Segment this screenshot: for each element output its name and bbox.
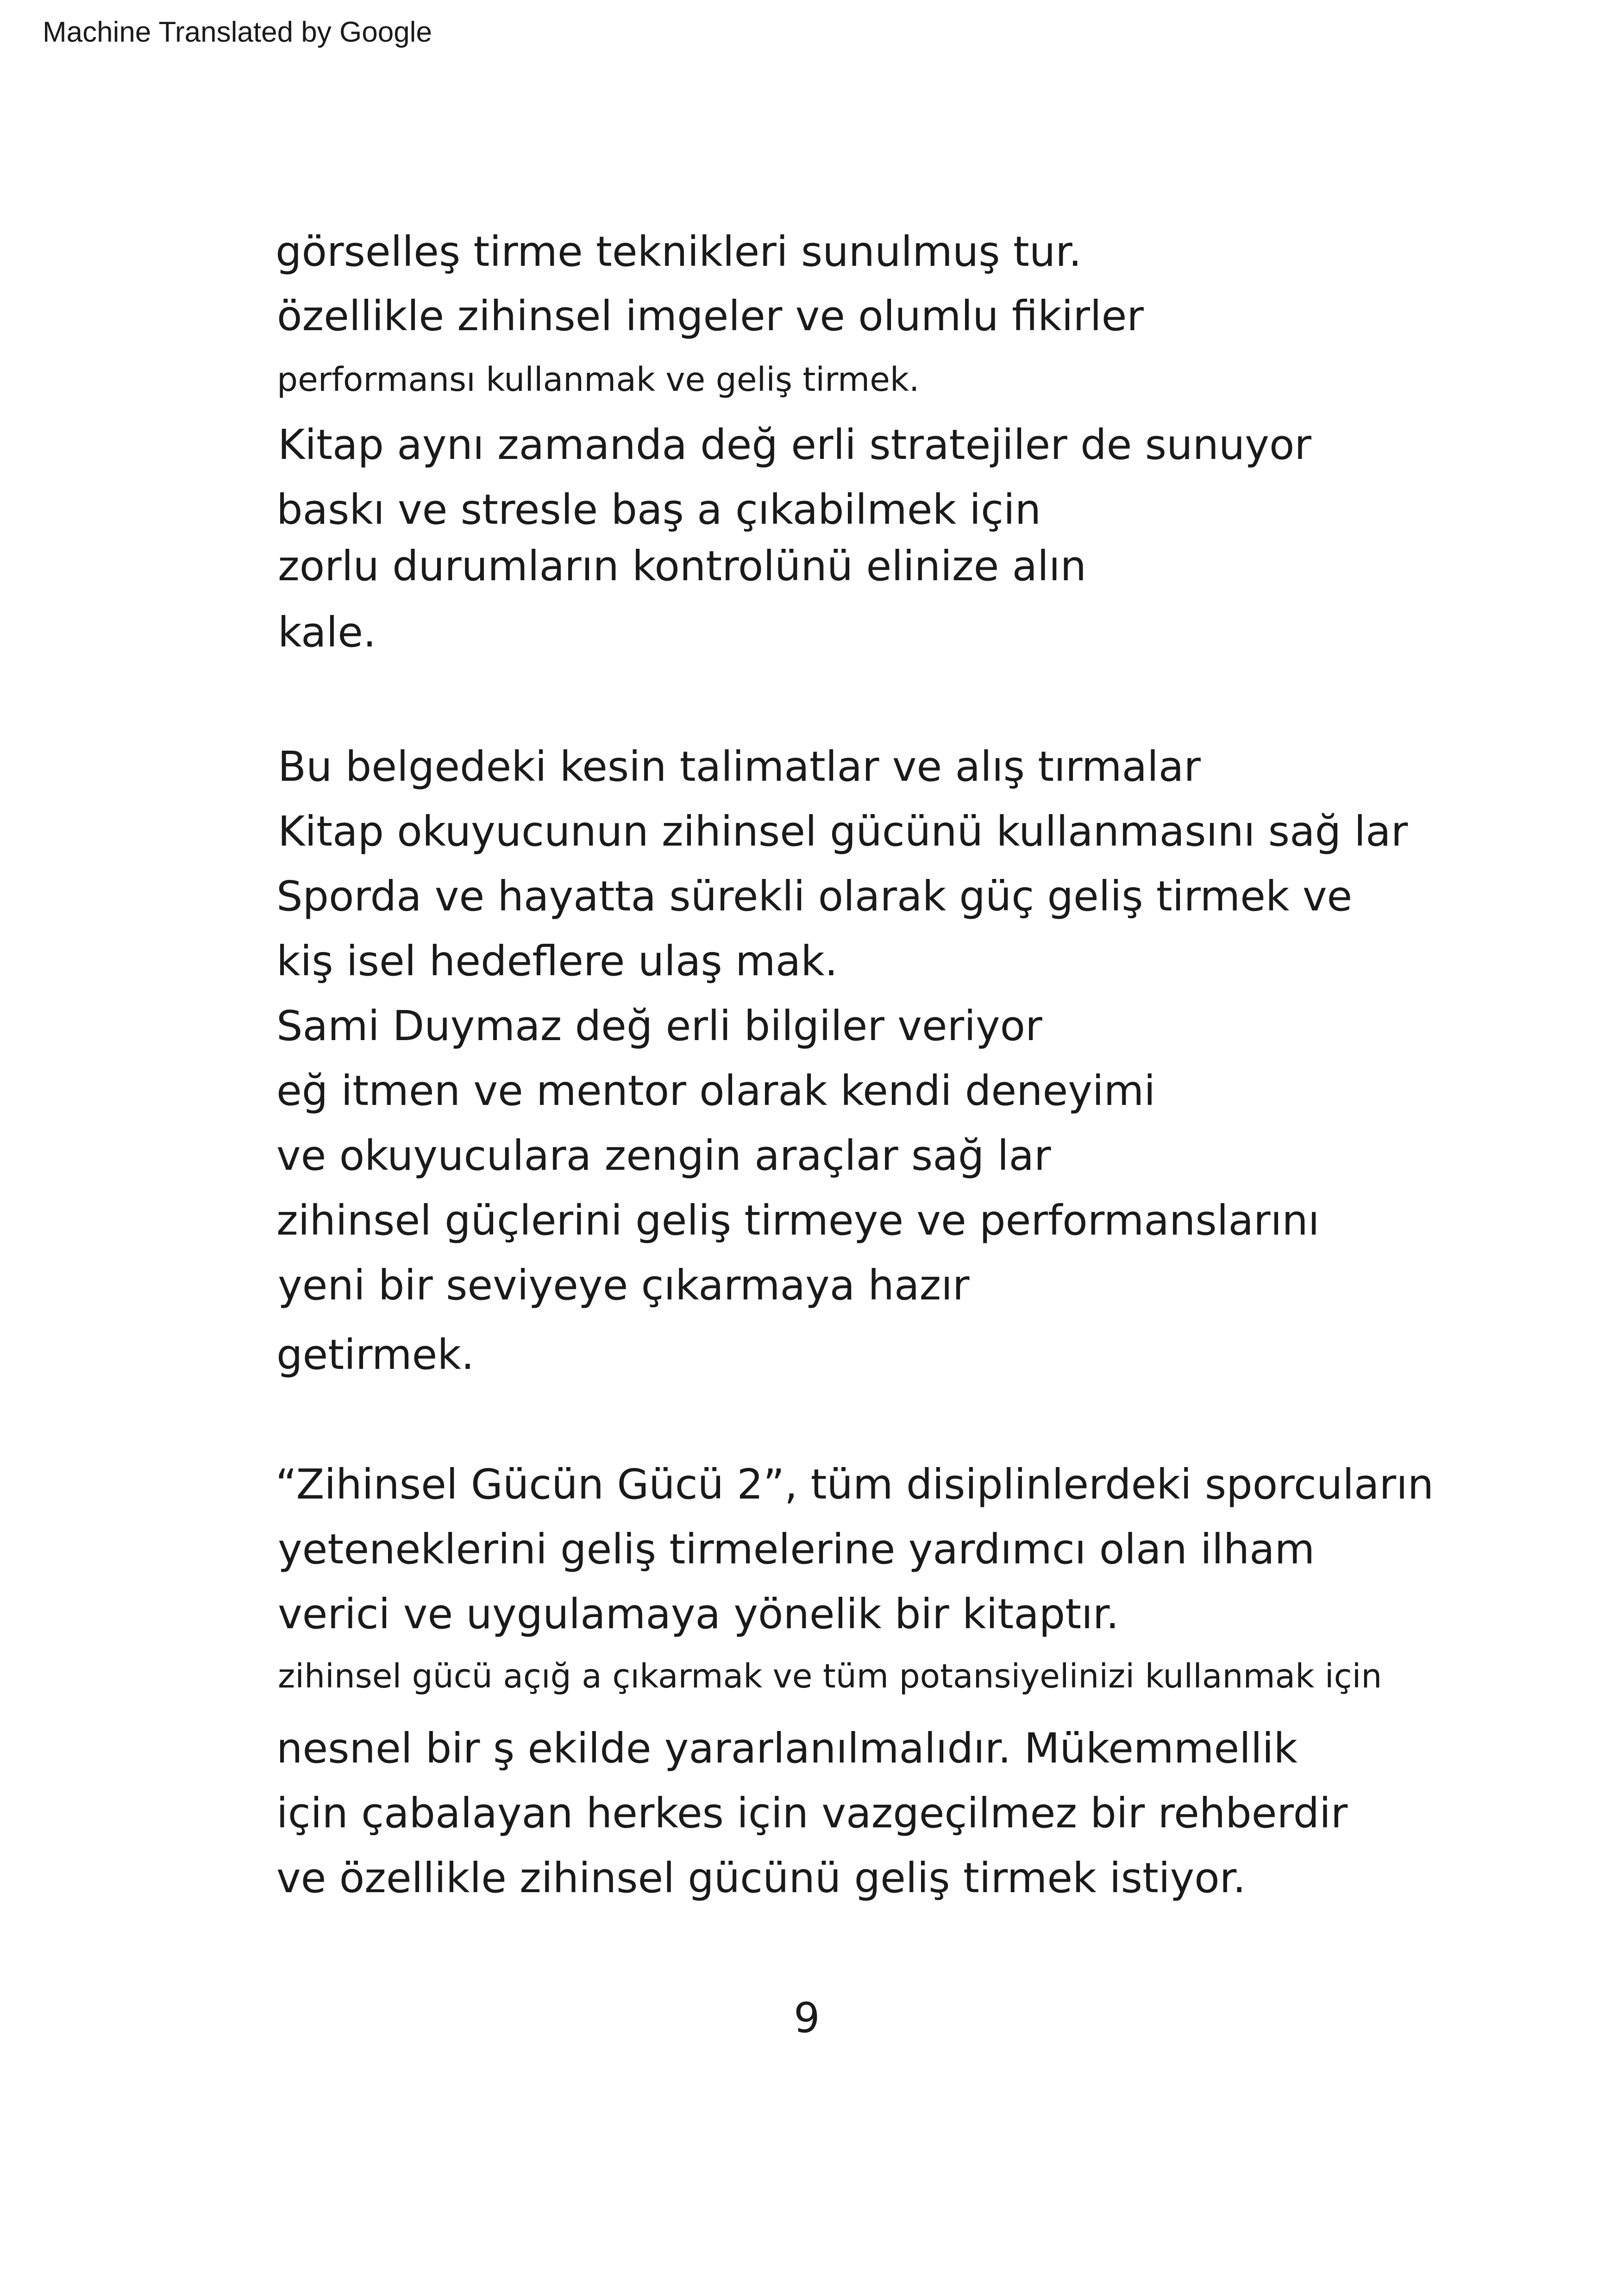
text-line: zihinsel güçlerini geliş tirmeye ve performanslarını (276, 1196, 1320, 1244)
text-line: kiş isel hedeflere ulaş mak. (276, 937, 838, 985)
machine-translated-label: Machine Translated by Google (43, 16, 432, 48)
text-line: ve okuyuculara zengin araçlar sağ lar (276, 1131, 1051, 1179)
text-line: baskı ve stresle baş a çıkabilmek için (276, 485, 1041, 533)
text-line: zihinsel gücü açığ a çıkarmak ve tüm potansiyelinizi kullanmak için (278, 1657, 1382, 1695)
text-line: için çabalayan herkes için vazgeçilmez bir rehberdir (276, 1789, 1348, 1837)
text-line: Kitap aynı zamanda değ erli stratejiler de sunuyor (278, 420, 1311, 469)
text-line: özellikle zihinsel imgeler ve olumlu fikirler (277, 292, 1144, 340)
text-line: Kitap okuyucunun zihinsel gücünü kullanmasını sağ lar (278, 807, 1408, 855)
text-line: yeteneklerini geliş tirmelerine yardımcı olan ilham (278, 1525, 1315, 1573)
text-line: görselleş tirme teknikleri sunulmuş tur. (276, 227, 1082, 276)
text-line: “Zihinsel Gücün Gücü 2”, tüm disiplinlerdeki sporcuların (276, 1460, 1434, 1508)
text-line: yeni bir seviyeye çıkarmaya hazır (278, 1261, 970, 1309)
text-line: eğ itmen ve mentor olarak kendi deneyimi (276, 1066, 1156, 1115)
text-line: performansı kullanmak ve geliş tirmek. (277, 360, 920, 399)
text-line: Sami Duymaz değ erli bilgiler veriyor (276, 1002, 1042, 1050)
text-line: nesnel bir ş ekilde yararlanılmalıdır. Mükemmellik (276, 1724, 1297, 1772)
text-line: zorlu durumların kontrolünü elinize alın (278, 542, 1087, 590)
text-line: verici ve uygulamaya yönelik bir kitaptır. (278, 1590, 1119, 1638)
text-line: Sporda ve hayatta sürekli olarak güç geliş tirmek ve (276, 872, 1353, 920)
text-line: getirmek. (276, 1330, 475, 1379)
text-line: kale. (278, 608, 376, 656)
page-number: 9 (794, 1994, 820, 2042)
text-line: ve özellikle zihinsel gücünü geliş tirmek istiyor. (276, 1854, 1246, 1902)
text-line: Bu belgedeki kesin talimatlar ve alış tırmalar (278, 742, 1201, 790)
